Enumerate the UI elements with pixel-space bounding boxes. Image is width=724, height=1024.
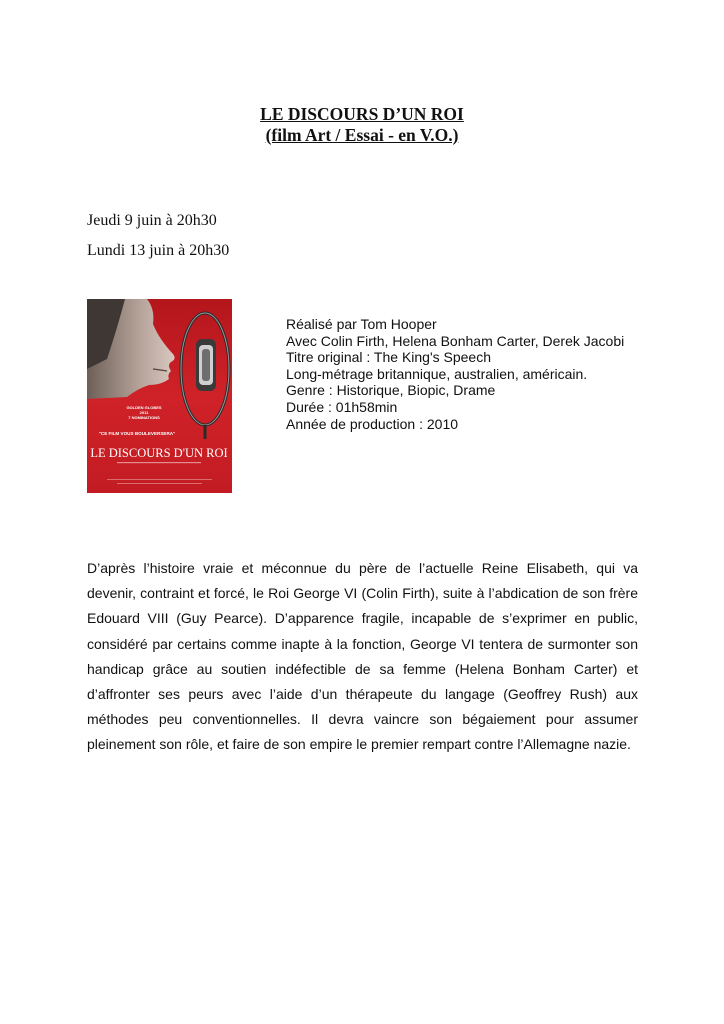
screening-date-2: Lundi 13 juin à 20h30 [87,242,230,259]
movie-poster [87,299,232,493]
title-line-2: (film Art / Essai - en V.O.) [265,125,459,145]
film-info [286,316,626,432]
genre-line: Genre : Historique, Biopic, Drame [286,382,496,399]
page-title [0,104,724,146]
year-line: Année de production : 2010 [286,415,459,432]
poster-badge-line-3: 7 NOMINATIONS [128,415,160,420]
poster-title: LE DISCOURS D'UN ROI [90,446,228,460]
original-title-line: Titre original : The King's Speech [286,349,492,366]
poster-badge-line-2: 2011 [139,410,149,415]
screening-date-1: Jeudi 9 juin à 20h30 [87,212,217,229]
screening-dates [87,206,229,266]
duration-line: Durée : 01h58min [286,398,398,415]
cast-line: Avec Colin Firth, Helena Bonham Carter, Derek Jacobi [286,332,625,349]
poster-badge-line-1: GOLDEN GLOBES [126,405,162,410]
director-line: Réalisé par Tom Hooper [286,316,437,332]
synopsis-paragraph: D’après l’histoire vraie et méconnue du père de l’actuelle Reine Elisabeth, qui va devenir, contraint et forcé, le Roi George VI (Colin Firth), suite à l’abdication de son frère Edouard VIII (Guy Pearce). D’apparence fragile, incapable de s’exprimer en public, considéré par certains comme inapte à la fonction, George VI tentera de surmonter son handicap grâce au soutien indéfectible de sa femme (Helena Bonham Carter) et d’affronter ses peurs avec l’aide d’un thérapeute du langage (Geoffrey Rush) aux méthodes peu conventionnelles. Il devra vaincre son bégaiement pour assumer pleinement son rôle, et faire de son empire le premier rempart contre l’Allemagne nazie. [87,560,638,753]
poster-quote: "CE FILM VOUS BOULEVERSERA" [98,431,176,436]
title-line-1: LE DISCOURS D’UN ROI [260,104,464,124]
production-type-line: Long-métrage britannique, australien, américain. [286,365,588,382]
